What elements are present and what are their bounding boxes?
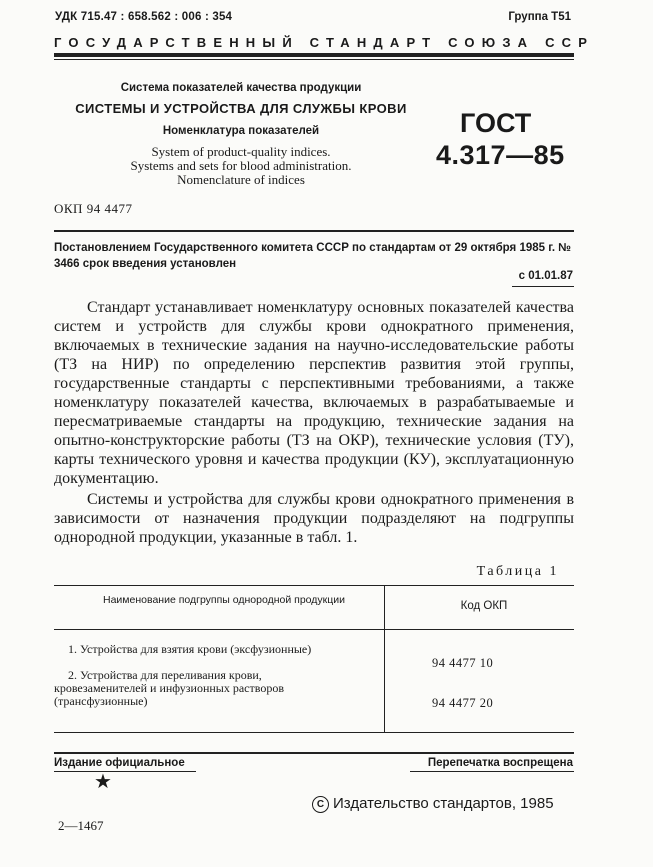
date-underline	[512, 286, 574, 287]
english-title-line: Nomenclature of indices	[177, 172, 305, 187]
subgroup-table	[54, 585, 574, 733]
table-bottom-border	[54, 732, 574, 733]
document-title: СИСТЕМЫ И УСТРОЙСТВА ДЛЯ СЛУЖБЫ КРОВИ	[75, 101, 407, 116]
table-column-divider	[384, 585, 385, 733]
reprint-underline	[410, 771, 574, 772]
body-paragraph: Системы и устройства для службы крови однократного применения в зависимости от назначения продукции подразделяют на подгруппы однородной продукции, указанные в табл. 1.	[54, 491, 574, 546]
gost-number: 4.317—85	[436, 140, 565, 170]
reprint-notice: Перепечатка воспрещена	[427, 757, 573, 769]
table-cell-code: 94 4477 10	[432, 656, 494, 670]
table-cell-code: 94 4477 20	[432, 696, 494, 710]
publisher-line	[312, 795, 554, 813]
body-paragraph: Стандарт устанавливает номенклатуру основных показателей качества систем и устройств для службы крови однократного применения, включаемых в технические задания на научно-исследовательские работы (ТЗ на НИР) по определению перспектив развития этой группы, государственные стандарты с перспективными требованиями, а также номенклатуру показателей качества, включаемых в разрабатываемые и пересматриваемые стандарты на продукцию, технические задания на опытно-конструкторские работы (ТЗ на ОКР), технические условия (ТУ), карты технического уровня и качества продукции (КУ), эксплуатационную документацию.	[54, 299, 574, 487]
header-rule-thick	[54, 53, 574, 57]
document-subtitle: Номенклатура показателей	[162, 125, 320, 137]
star-icon: ★	[94, 771, 112, 793]
english-title-line: System of product-quality indices.	[151, 144, 331, 159]
table-cell-name: 2. Устройства для переливания крови, кровезаменителей и инфузионных растворов (трансфузионные)	[54, 668, 284, 708]
table-top-border	[54, 585, 574, 586]
standard-title: ГОСУДАРСТВЕННЫЙ СТАНДАРТ СОЮЗА ССР	[54, 35, 595, 50]
copyright-icon: С	[312, 796, 329, 813]
publisher-name: Издательство стандартов, 1985	[333, 795, 554, 812]
footer-rule	[54, 752, 574, 754]
header-rule-thin	[54, 59, 574, 60]
group-code: Группа Т51	[508, 11, 571, 23]
table-header-border	[54, 629, 574, 630]
effective-date: с 01.01.87	[518, 270, 573, 282]
column-header-code: Код ОКП	[460, 600, 508, 612]
decree-text: Постановлением Государственного комитета СССР по стандартам от 29 октября 1985 г. № 3466 срок введения установлен	[54, 242, 572, 270]
english-title-line: Systems and sets for blood administration.	[130, 158, 352, 173]
gost-label: ГОСТ	[460, 108, 532, 138]
edition-underline	[54, 771, 196, 772]
table-caption: Таблица 1	[476, 564, 559, 579]
table-cell-name: 1. Устройства для взятия крови (эксфузионные)	[68, 642, 312, 656]
okp-code: ОКП 94 4477	[54, 201, 133, 216]
section-rule	[54, 230, 574, 232]
print-number: 2—1467	[58, 818, 104, 833]
system-title: Система показателей качества продукции	[120, 82, 362, 94]
udk-code: УДК 715.47 : 658.562 : 006 : 354	[55, 11, 233, 23]
column-header-name: Наименование подгруппы однородной продукции	[103, 594, 345, 606]
edition-label: Издание официальное	[54, 757, 185, 769]
